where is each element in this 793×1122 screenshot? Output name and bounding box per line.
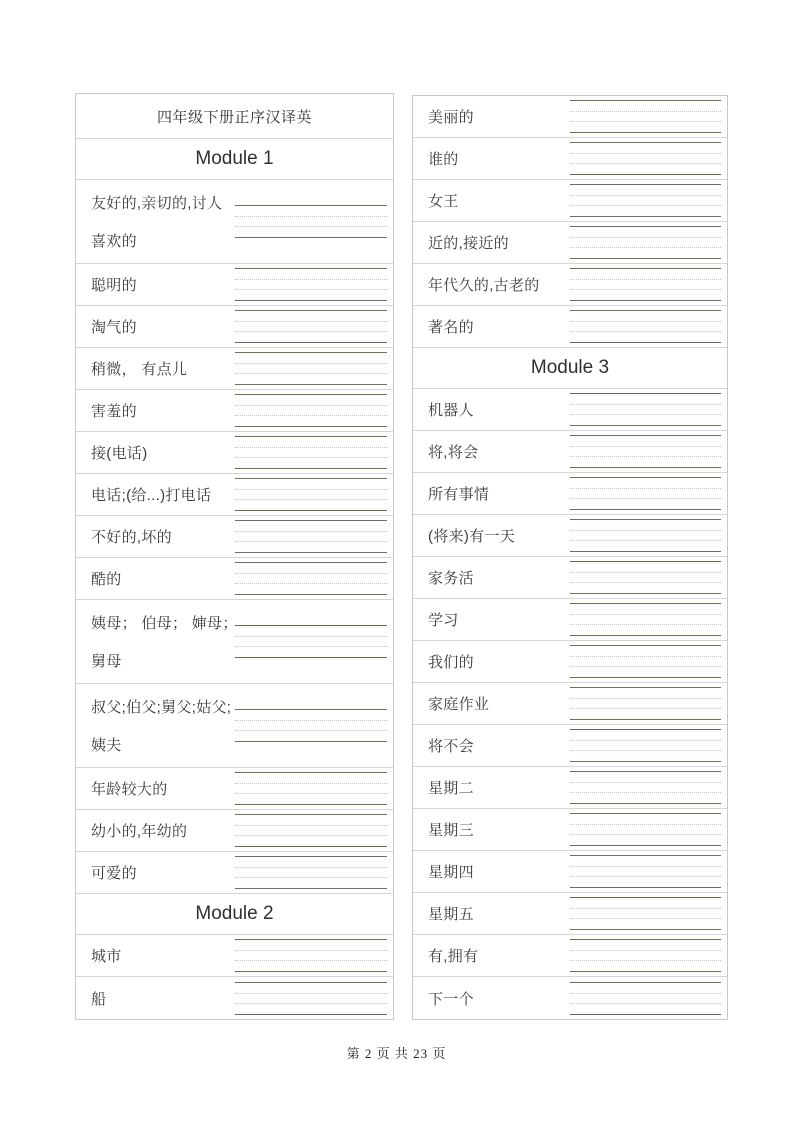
vocab-row bbox=[76, 810, 393, 852]
solid-guide-line bbox=[235, 741, 388, 742]
solid-guide-line bbox=[235, 939, 388, 940]
solid-guide-line bbox=[235, 478, 388, 479]
dotted-guide-line bbox=[570, 1003, 721, 1004]
dotted-guide-line bbox=[570, 153, 721, 154]
writing-lines bbox=[235, 436, 388, 469]
writing-lines bbox=[570, 897, 721, 930]
writing-lines bbox=[570, 142, 721, 175]
dotted-guide-line bbox=[570, 279, 721, 280]
dotted-guide-line bbox=[235, 405, 388, 406]
writing-lines bbox=[570, 771, 721, 804]
solid-guide-line bbox=[570, 771, 721, 772]
dotted-guide-line bbox=[570, 866, 721, 867]
chinese-term: 幼小的,年幼的 bbox=[91, 823, 188, 840]
dotted-guide-line bbox=[235, 636, 388, 637]
chinese-term: 年龄较大的 bbox=[91, 781, 168, 798]
vocab-row bbox=[76, 600, 393, 684]
solid-guide-line bbox=[235, 342, 388, 343]
writing-lines bbox=[570, 100, 721, 133]
writing-lines bbox=[235, 394, 388, 427]
solid-guide-line bbox=[235, 426, 388, 427]
vocab-row bbox=[76, 348, 393, 390]
writing-lines bbox=[235, 982, 388, 1015]
dotted-guide-line bbox=[570, 163, 721, 164]
chinese-term: 船 bbox=[91, 990, 107, 1008]
chinese-term: 可爱的 bbox=[91, 865, 137, 882]
vocab-row bbox=[413, 641, 727, 683]
writing-lines bbox=[235, 310, 388, 343]
chinese-term: 下一个 bbox=[428, 990, 474, 1008]
vocab-row bbox=[76, 264, 393, 306]
vocab-row bbox=[413, 96, 727, 138]
dotted-guide-line bbox=[235, 447, 388, 448]
vocab-row bbox=[413, 599, 727, 641]
solid-guide-line bbox=[570, 939, 721, 940]
solid-guide-line bbox=[235, 971, 388, 972]
writing-lines bbox=[235, 856, 388, 889]
solid-guide-line bbox=[235, 510, 388, 511]
module-header-row: Module 2 bbox=[76, 894, 393, 935]
vocab-row bbox=[76, 390, 393, 432]
chinese-term: 接(电话) bbox=[91, 445, 148, 462]
writing-lines bbox=[570, 982, 721, 1015]
chinese-term: 友好的,亲切的,讨人 喜欢的 bbox=[91, 195, 223, 250]
vocab-row bbox=[76, 684, 393, 768]
dotted-guide-line bbox=[570, 404, 721, 405]
dotted-guide-line bbox=[235, 825, 388, 826]
dotted-guide-line bbox=[570, 708, 721, 709]
chinese-term: 不好的,坏的 bbox=[91, 529, 172, 546]
chinese-term: 酷的 bbox=[91, 571, 122, 588]
writing-lines bbox=[235, 814, 388, 847]
dotted-guide-line bbox=[570, 414, 721, 415]
dotted-guide-line bbox=[570, 782, 721, 783]
vocab-table-left bbox=[75, 93, 394, 1020]
solid-guide-line bbox=[570, 897, 721, 898]
writing-lines bbox=[570, 435, 721, 468]
chinese-term: 叔父;伯父;舅父;姑父; 姨夫 bbox=[91, 699, 232, 754]
vocab-row bbox=[413, 264, 727, 306]
chinese-term: 女王 bbox=[428, 193, 459, 210]
chinese-term: 星期四 bbox=[428, 864, 474, 881]
dotted-guide-line bbox=[235, 289, 388, 290]
writing-lines bbox=[235, 268, 388, 301]
dotted-guide-line bbox=[235, 216, 388, 217]
solid-guide-line bbox=[570, 268, 721, 269]
writing-lines bbox=[570, 477, 721, 510]
dotted-guide-line bbox=[570, 540, 721, 541]
solid-guide-line bbox=[570, 467, 721, 468]
dotted-guide-line bbox=[570, 656, 721, 657]
solid-guide-line bbox=[235, 709, 388, 710]
solid-guide-line bbox=[570, 142, 721, 143]
dotted-guide-line bbox=[235, 531, 388, 532]
writing-lines bbox=[235, 478, 388, 511]
vocab-row bbox=[413, 809, 727, 851]
solid-guide-line bbox=[570, 677, 721, 678]
dotted-guide-line bbox=[570, 530, 721, 531]
dotted-guide-line bbox=[570, 446, 721, 447]
writing-lines bbox=[570, 310, 721, 343]
chinese-term: 星期五 bbox=[428, 906, 474, 923]
dotted-guide-line bbox=[570, 195, 721, 196]
solid-guide-line bbox=[235, 520, 388, 521]
dotted-guide-line bbox=[570, 908, 721, 909]
dotted-guide-line bbox=[235, 783, 388, 784]
chinese-term: 近的,接近的 bbox=[428, 235, 509, 252]
writing-lines bbox=[570, 393, 721, 426]
vocab-row bbox=[413, 389, 727, 431]
solid-guide-line bbox=[235, 468, 388, 469]
solid-guide-line bbox=[570, 132, 721, 133]
writing-lines bbox=[570, 855, 721, 888]
writing-lines bbox=[235, 625, 388, 658]
dotted-guide-line bbox=[235, 499, 388, 500]
solid-guide-line bbox=[570, 855, 721, 856]
chinese-term: 所有事情 bbox=[428, 486, 490, 503]
solid-guide-line bbox=[570, 100, 721, 101]
solid-guide-line bbox=[235, 237, 388, 238]
vocab-row bbox=[413, 431, 727, 473]
writing-lines bbox=[235, 709, 388, 742]
writing-lines bbox=[570, 268, 721, 301]
solid-guide-line bbox=[570, 561, 721, 562]
dotted-guide-line bbox=[570, 237, 721, 238]
writing-lines bbox=[570, 645, 721, 678]
solid-guide-line bbox=[235, 1014, 388, 1015]
solid-guide-line bbox=[570, 258, 721, 259]
solid-guide-line bbox=[570, 635, 721, 636]
writing-lines bbox=[570, 561, 721, 594]
vocab-row bbox=[413, 977, 727, 1019]
dotted-guide-line bbox=[235, 573, 388, 574]
dotted-guide-line bbox=[235, 720, 388, 721]
dotted-guide-line bbox=[570, 666, 721, 667]
dotted-guide-line bbox=[235, 1003, 388, 1004]
chinese-term: 城市 bbox=[91, 948, 122, 965]
dotted-guide-line bbox=[235, 415, 388, 416]
vocab-table-right bbox=[412, 95, 728, 1020]
dotted-guide-line bbox=[235, 457, 388, 458]
vocab-row bbox=[413, 851, 727, 893]
solid-guide-line bbox=[570, 174, 721, 175]
dotted-guide-line bbox=[570, 498, 721, 499]
solid-guide-line bbox=[235, 625, 388, 626]
solid-guide-line bbox=[570, 435, 721, 436]
writing-lines bbox=[570, 729, 721, 762]
vocab-row bbox=[76, 432, 393, 474]
chinese-term: 家务活 bbox=[428, 570, 474, 587]
dotted-guide-line bbox=[235, 373, 388, 374]
vocab-row bbox=[413, 935, 727, 977]
dotted-guide-line bbox=[235, 960, 388, 961]
dotted-guide-line bbox=[570, 582, 721, 583]
solid-guide-line bbox=[235, 436, 388, 437]
dotted-guide-line bbox=[570, 698, 721, 699]
vocab-row bbox=[413, 473, 727, 515]
chinese-term: 稍微， 有点儿 bbox=[91, 361, 188, 378]
dotted-guide-line bbox=[570, 289, 721, 290]
solid-guide-line bbox=[570, 971, 721, 972]
solid-guide-line bbox=[235, 982, 388, 983]
writing-lines bbox=[235, 772, 388, 805]
solid-guide-line bbox=[570, 929, 721, 930]
writing-lines bbox=[570, 226, 721, 259]
solid-guide-line bbox=[570, 393, 721, 394]
dotted-guide-line bbox=[570, 993, 721, 994]
dotted-guide-line bbox=[570, 740, 721, 741]
solid-guide-line bbox=[570, 687, 721, 688]
vocab-row bbox=[413, 306, 727, 348]
dotted-guide-line bbox=[235, 321, 388, 322]
writing-lines bbox=[235, 939, 388, 972]
solid-guide-line bbox=[570, 226, 721, 227]
solid-guide-line bbox=[570, 551, 721, 552]
chinese-term: 星期三 bbox=[428, 822, 474, 839]
solid-guide-line bbox=[570, 845, 721, 846]
vocab-row bbox=[413, 725, 727, 767]
solid-guide-line bbox=[570, 425, 721, 426]
solid-guide-line bbox=[570, 729, 721, 730]
vocab-row bbox=[413, 515, 727, 557]
solid-guide-line bbox=[235, 384, 388, 385]
dotted-guide-line bbox=[570, 824, 721, 825]
vocab-row bbox=[413, 767, 727, 809]
chinese-term: 将不会 bbox=[428, 738, 474, 755]
chinese-term: 有,拥有 bbox=[428, 948, 479, 965]
vocab-row bbox=[413, 222, 727, 264]
solid-guide-line bbox=[570, 216, 721, 217]
dotted-guide-line bbox=[570, 792, 721, 793]
dotted-guide-line bbox=[570, 960, 721, 961]
solid-guide-line bbox=[235, 394, 388, 395]
solid-guide-line bbox=[235, 888, 388, 889]
solid-guide-line bbox=[570, 603, 721, 604]
solid-guide-line bbox=[235, 594, 388, 595]
chinese-term: 姨母； 伯母； 婶母； 舅母 bbox=[91, 615, 238, 670]
vocab-row bbox=[76, 474, 393, 516]
dotted-guide-line bbox=[570, 876, 721, 877]
writing-lines bbox=[570, 519, 721, 552]
dotted-guide-line bbox=[235, 993, 388, 994]
solid-guide-line bbox=[570, 300, 721, 301]
dotted-guide-line bbox=[570, 918, 721, 919]
dotted-guide-line bbox=[235, 793, 388, 794]
solid-guide-line bbox=[570, 1014, 721, 1015]
solid-guide-line bbox=[235, 352, 388, 353]
dotted-guide-line bbox=[235, 877, 388, 878]
page-number: 第 2 页 共 23 页 bbox=[346, 1046, 447, 1061]
solid-guide-line bbox=[570, 342, 721, 343]
solid-guide-line bbox=[570, 813, 721, 814]
vocab-row bbox=[413, 180, 727, 222]
solid-guide-line bbox=[235, 814, 388, 815]
dotted-guide-line bbox=[235, 226, 388, 227]
chinese-term: 著名的 bbox=[428, 319, 474, 336]
writing-lines bbox=[570, 184, 721, 217]
solid-guide-line bbox=[570, 719, 721, 720]
vocab-row bbox=[413, 557, 727, 599]
worksheet-title-row: 四年级下册正序汉译英 bbox=[76, 94, 393, 139]
dotted-guide-line bbox=[570, 205, 721, 206]
chinese-term: (将来)有一天 bbox=[428, 528, 516, 545]
dotted-guide-line bbox=[235, 730, 388, 731]
vocab-row bbox=[413, 138, 727, 180]
solid-guide-line bbox=[570, 803, 721, 804]
vocab-row bbox=[413, 683, 727, 725]
solid-guide-line bbox=[235, 846, 388, 847]
dotted-guide-line bbox=[235, 646, 388, 647]
dotted-guide-line bbox=[235, 950, 388, 951]
chinese-term: 我们的 bbox=[428, 654, 474, 671]
solid-guide-line bbox=[570, 509, 721, 510]
vocab-row bbox=[76, 558, 393, 600]
writing-lines bbox=[570, 603, 721, 636]
solid-guide-line bbox=[570, 184, 721, 185]
solid-guide-line bbox=[235, 657, 388, 658]
chinese-term: 星期二 bbox=[428, 780, 474, 797]
writing-lines bbox=[570, 687, 721, 720]
chinese-term: 电话;(给...)打电话 bbox=[91, 487, 212, 504]
writing-lines bbox=[235, 352, 388, 385]
dotted-guide-line bbox=[235, 363, 388, 364]
chinese-term: 谁的 bbox=[428, 151, 459, 168]
dotted-guide-line bbox=[570, 572, 721, 573]
dotted-guide-line bbox=[570, 624, 721, 625]
dotted-guide-line bbox=[570, 247, 721, 248]
chinese-term: 机器人 bbox=[428, 402, 474, 419]
chinese-term: 美丽的 bbox=[428, 109, 474, 126]
dotted-guide-line bbox=[235, 489, 388, 490]
solid-guide-line bbox=[570, 761, 721, 762]
solid-guide-line bbox=[235, 562, 388, 563]
dotted-guide-line bbox=[570, 111, 721, 112]
vocab-row bbox=[76, 306, 393, 348]
vocab-row bbox=[76, 516, 393, 558]
chinese-term: 将,将会 bbox=[428, 444, 479, 461]
dotted-guide-line bbox=[235, 583, 388, 584]
vocab-row bbox=[413, 893, 727, 935]
chinese-term: 淘气的 bbox=[91, 319, 137, 336]
vocab-row bbox=[76, 768, 393, 810]
chinese-term: 学习 bbox=[428, 612, 459, 629]
solid-guide-line bbox=[570, 519, 721, 520]
chinese-term: 年代久的,古老的 bbox=[428, 277, 540, 294]
vocab-row bbox=[76, 935, 393, 977]
writing-lines bbox=[235, 562, 388, 595]
vocab-row bbox=[76, 180, 393, 264]
module-header-row: Module 3 bbox=[413, 348, 727, 389]
writing-lines bbox=[235, 205, 388, 238]
dotted-guide-line bbox=[570, 456, 721, 457]
solid-guide-line bbox=[570, 310, 721, 311]
solid-guide-line bbox=[570, 887, 721, 888]
solid-guide-line bbox=[570, 982, 721, 983]
dotted-guide-line bbox=[235, 867, 388, 868]
solid-guide-line bbox=[570, 593, 721, 594]
solid-guide-line bbox=[235, 552, 388, 553]
solid-guide-line bbox=[235, 310, 388, 311]
dotted-guide-line bbox=[235, 835, 388, 836]
writing-lines bbox=[570, 939, 721, 972]
solid-guide-line bbox=[235, 772, 388, 773]
vocab-row bbox=[76, 977, 393, 1019]
dotted-guide-line bbox=[570, 950, 721, 951]
dotted-guide-line bbox=[570, 121, 721, 122]
solid-guide-line bbox=[235, 268, 388, 269]
dotted-guide-line bbox=[235, 331, 388, 332]
dotted-guide-line bbox=[570, 331, 721, 332]
dotted-guide-line bbox=[570, 321, 721, 322]
dotted-guide-line bbox=[235, 279, 388, 280]
writing-lines bbox=[235, 520, 388, 553]
dotted-guide-line bbox=[570, 488, 721, 489]
module-header-row: Module 1 bbox=[76, 139, 393, 180]
writing-lines bbox=[570, 813, 721, 846]
chinese-term: 害羞的 bbox=[91, 403, 137, 420]
solid-guide-line bbox=[235, 804, 388, 805]
solid-guide-line bbox=[235, 300, 388, 301]
dotted-guide-line bbox=[570, 834, 721, 835]
vocab-row bbox=[76, 852, 393, 894]
dotted-guide-line bbox=[570, 750, 721, 751]
solid-guide-line bbox=[235, 205, 388, 206]
solid-guide-line bbox=[235, 856, 388, 857]
solid-guide-line bbox=[570, 645, 721, 646]
chinese-term: 家庭作业 bbox=[428, 696, 490, 713]
dotted-guide-line bbox=[570, 614, 721, 615]
dotted-guide-line bbox=[235, 541, 388, 542]
solid-guide-line bbox=[570, 477, 721, 478]
chinese-term: 聪明的 bbox=[91, 277, 137, 294]
